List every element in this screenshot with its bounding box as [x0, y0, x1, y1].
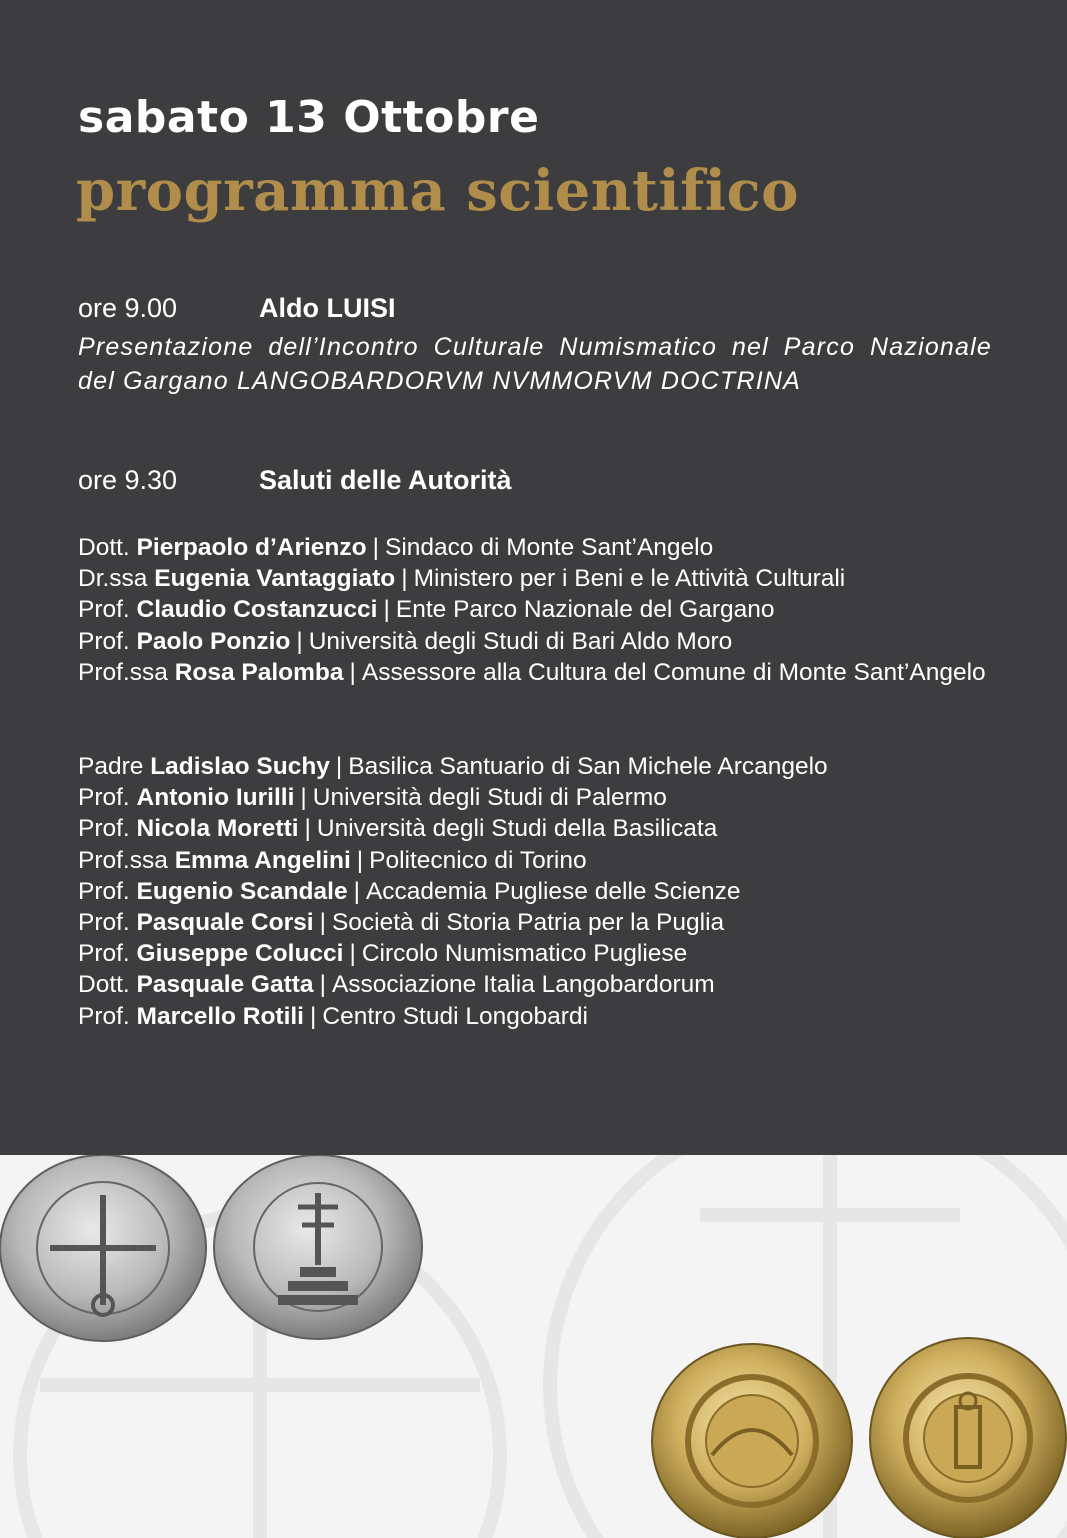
program-entry — [78, 969, 992, 1000]
separator: | — [349, 658, 356, 686]
event-date: sabato 13 Ottobre — [78, 92, 540, 143]
person-title: Prof. — [78, 1002, 137, 1030]
person-name: Giuseppe Colucci — [136, 940, 344, 968]
person-name: Marcello Rotili — [136, 1002, 304, 1030]
person-name: Nicola Moretti — [136, 815, 299, 843]
program-entry — [78, 876, 992, 907]
program-entry — [78, 626, 992, 657]
person-affiliation: Università degli Studi di Bari Aldo Moro — [308, 627, 733, 655]
person-name: Pasquale Corsi — [136, 909, 314, 937]
person-affiliation: Ente Parco Nazionale del Gargano — [395, 596, 775, 624]
authorities-list — [78, 532, 992, 688]
program-entry — [78, 594, 992, 625]
person-name: Pasquale Gatta — [136, 971, 314, 999]
person-title: Dott. — [78, 971, 137, 999]
program-entry — [78, 563, 992, 594]
person-affiliation: Società di Storia Patria per la Puglia — [331, 909, 725, 937]
person-title: Dr.ssa — [78, 565, 155, 593]
person-name: Rosa Palomba — [174, 658, 344, 686]
gold-coin-reverse — [870, 1338, 1066, 1538]
person-name: Eugenio Scandale — [136, 877, 348, 905]
person-affiliation: Associazione Italia Langobardorum — [331, 971, 715, 999]
program-entry — [78, 532, 992, 563]
session-speaker: Saluti delle Autorità — [259, 465, 512, 495]
separator: | — [401, 565, 408, 593]
program-entry — [78, 845, 992, 876]
person-name: Ladislao Suchy — [150, 753, 330, 780]
person-name: Emma Angelini — [174, 846, 351, 874]
person-title: Prof. — [78, 877, 137, 905]
separator: | — [319, 909, 326, 937]
program-entry — [78, 938, 992, 969]
program-entry — [78, 1001, 992, 1032]
separator: | — [335, 753, 343, 780]
session-time: ore 9.00 — [78, 293, 178, 323]
session-speaker: Aldo LUISI — [259, 293, 396, 323]
separator: | — [319, 971, 326, 999]
person-affiliation: Politecnico di Torino — [369, 846, 587, 874]
separator: | — [296, 627, 303, 655]
coins-image — [0, 1155, 1067, 1538]
person-title: Dott. — [78, 534, 137, 561]
silver-coin-reverse — [214, 1155, 422, 1339]
session-header — [78, 293, 396, 324]
separator: | — [356, 846, 364, 874]
person-affiliation: Assessore alla Cultura del Comune di Monte Sant’Angelo — [361, 658, 986, 686]
person-title: Prof. — [78, 596, 137, 624]
person-name: Claudio Costanzucci — [136, 596, 378, 624]
gold-coin-obverse — [652, 1344, 852, 1538]
person-title: Prof.ssa — [78, 658, 175, 686]
person-title: Prof. — [78, 627, 137, 655]
person-title: Prof.ssa — [78, 846, 175, 874]
person-affiliation: Basilica Santuario di San Michele Arcangelo — [348, 753, 828, 780]
person-affiliation: Centro Studi Longobardi — [322, 1002, 588, 1030]
person-name: Antonio Iurilli — [136, 784, 295, 812]
person-affiliation: Università degli Studi della Basilicata — [316, 815, 718, 843]
separator: | — [300, 784, 307, 812]
person-affiliation: Ministero per i Beni e le Attività Culturali — [413, 565, 846, 593]
person-name: Paolo Ponzio — [136, 627, 291, 655]
person-name: Pierpaolo d’Arienzo — [136, 534, 367, 561]
silver-coin-obverse — [0, 1155, 206, 1341]
program-entry — [78, 813, 992, 844]
session-description: Presentazione dell’Incontro Culturale Numismatico nel Parco Nazionale del Gargano LANGOBARDORVM NVMMORVM DOCTRINA — [78, 333, 992, 395]
separator: | — [383, 596, 390, 624]
program-entry — [78, 751, 992, 782]
separator: | — [349, 940, 356, 968]
person-title: Prof. — [78, 909, 137, 937]
program-entry — [78, 907, 992, 938]
person-title: Padre — [78, 753, 151, 780]
separator: | — [304, 815, 311, 843]
person-name: Eugenia Vantaggiato — [154, 565, 396, 593]
person-title: Prof. — [78, 940, 137, 968]
program-subtitle: programma scientifico — [76, 158, 799, 224]
separator: | — [310, 1002, 317, 1030]
session-time: ore 9.30 — [78, 465, 178, 495]
program-entry — [78, 657, 992, 688]
person-title: Prof. — [78, 815, 137, 843]
person-affiliation: Sindaco di Monte Sant’Angelo — [384, 534, 714, 561]
session-header — [78, 465, 512, 496]
separator: | — [353, 877, 360, 905]
guests-list — [78, 751, 992, 1032]
program-entry — [78, 782, 992, 813]
separator: | — [372, 534, 379, 561]
person-affiliation: Università degli Studi di Palermo — [312, 784, 667, 812]
person-affiliation: Accademia Pugliese delle Scienze — [365, 877, 741, 905]
person-affiliation: Circolo Numismatico Pugliese — [361, 940, 688, 968]
coins-illustration — [0, 1155, 1067, 1538]
person-title: Prof. — [78, 784, 137, 812]
